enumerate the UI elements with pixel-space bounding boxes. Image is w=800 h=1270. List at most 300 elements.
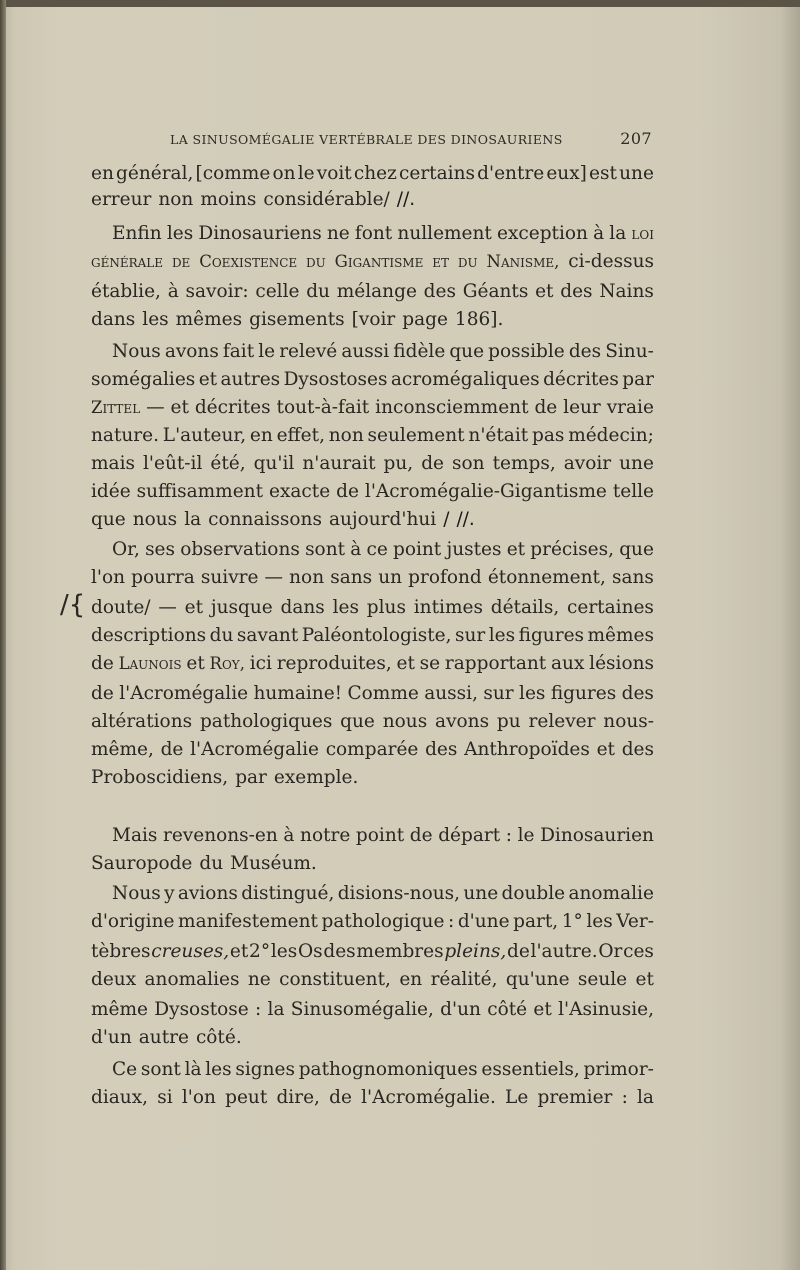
word: à xyxy=(283,825,295,846)
text-line xyxy=(91,966,654,994)
text-line xyxy=(112,536,654,564)
word: certains xyxy=(399,163,475,184)
word: de xyxy=(534,397,558,418)
word: du xyxy=(209,625,234,646)
text-line xyxy=(91,394,654,422)
running-header xyxy=(170,130,652,150)
word: une xyxy=(463,883,499,904)
word: sont xyxy=(305,539,346,560)
word: possible xyxy=(488,341,565,362)
running-title: LA SINUSOMÉGALIE VERTÉBRALE DES DINOSAURIENS xyxy=(170,132,563,147)
word: que xyxy=(449,341,485,362)
text-line xyxy=(91,186,654,214)
word: l'Acromégalie xyxy=(190,739,319,760)
word: sur xyxy=(455,625,486,646)
word: qu'il xyxy=(253,453,295,474)
word: exception xyxy=(497,223,588,244)
word: est xyxy=(589,163,617,184)
word: mais xyxy=(91,453,135,474)
word: anomalie xyxy=(568,883,654,904)
word: pu xyxy=(496,711,521,732)
word: nature. xyxy=(91,425,159,446)
word: — xyxy=(146,397,165,418)
word: Nous xyxy=(112,883,161,904)
word: Or xyxy=(598,941,623,962)
word: suivre xyxy=(200,567,259,588)
word: et xyxy=(535,281,554,302)
word: Zittel xyxy=(91,398,141,417)
word: : xyxy=(448,911,455,932)
word: la xyxy=(267,999,285,1020)
text-line xyxy=(91,306,654,334)
word: général, xyxy=(116,163,194,184)
word: doute/ xyxy=(91,597,151,618)
word: de xyxy=(507,941,530,962)
word: eux] xyxy=(546,163,587,184)
word: avoir xyxy=(563,453,612,474)
word: la xyxy=(609,223,627,244)
word: Dysostoses xyxy=(283,369,388,390)
word: membres xyxy=(356,941,444,962)
word: un xyxy=(378,567,403,588)
word: 1° xyxy=(561,911,583,932)
word: effet, xyxy=(276,425,325,446)
text-line xyxy=(91,680,654,708)
word: générale xyxy=(91,252,164,271)
word: les xyxy=(270,941,298,962)
word: peut xyxy=(225,1087,268,1108)
word: — xyxy=(158,597,177,618)
word: si xyxy=(157,1087,173,1108)
word: mêmes xyxy=(175,309,243,330)
word: dans xyxy=(280,597,325,618)
word: d'un xyxy=(91,1027,132,1048)
word: ces xyxy=(623,941,654,962)
word: précises, xyxy=(530,539,615,560)
word: des xyxy=(621,739,654,760)
word: autre xyxy=(138,1027,189,1048)
word: d'entre xyxy=(477,163,545,184)
word: Muséum. xyxy=(230,853,317,874)
word: Paléontologiste, xyxy=(301,625,452,646)
word: et xyxy=(596,739,615,760)
word: et xyxy=(432,252,450,271)
word: primor- xyxy=(583,1059,654,1080)
word: l'on xyxy=(91,567,126,588)
word: relevé xyxy=(279,341,338,362)
word: par xyxy=(622,369,654,390)
word: Sinu- xyxy=(605,341,654,362)
word: les xyxy=(332,597,359,618)
word: du xyxy=(457,252,478,271)
word: pathognomoniques xyxy=(298,1059,478,1080)
word: idée xyxy=(91,481,131,502)
word: exemple. xyxy=(273,767,359,788)
word: l'Asinusie, xyxy=(558,999,654,1020)
word: y xyxy=(164,883,175,904)
word: l'eût-il xyxy=(143,453,203,474)
word: en xyxy=(249,425,273,446)
word: figures xyxy=(518,625,585,646)
text-line xyxy=(91,908,654,936)
word: de xyxy=(409,825,433,846)
word: Dysostose xyxy=(154,999,249,1020)
word: exacte xyxy=(269,481,331,502)
word: / xyxy=(443,509,450,530)
word: sont xyxy=(140,1059,181,1080)
text-line xyxy=(91,850,654,878)
word: avions xyxy=(177,883,238,904)
word: pourra xyxy=(131,567,195,588)
word: celle xyxy=(255,281,300,302)
word: nullement xyxy=(397,223,492,244)
word: de xyxy=(336,481,359,502)
word: étonnement, xyxy=(487,567,606,588)
word: et xyxy=(635,969,654,990)
text-line xyxy=(91,278,654,306)
text-line xyxy=(91,736,654,764)
word: fait xyxy=(222,341,255,362)
word: avons xyxy=(164,341,219,362)
word: pathologiques xyxy=(199,711,333,732)
word: Os xyxy=(297,941,323,962)
word: Géants xyxy=(462,281,529,302)
word: même, xyxy=(91,739,154,760)
word: profond xyxy=(408,567,482,588)
word: Sauropode xyxy=(91,853,193,874)
word: on xyxy=(272,163,296,184)
text-line xyxy=(91,366,654,394)
word: et xyxy=(186,653,205,674)
text-line xyxy=(112,220,654,248)
word: Ver- xyxy=(616,911,654,932)
word: Ce xyxy=(112,1059,138,1080)
page-number: 207 xyxy=(620,129,652,148)
word: des xyxy=(425,739,458,760)
word: point xyxy=(355,825,405,846)
word: Dinosaurien xyxy=(540,825,654,846)
word: Launois xyxy=(118,654,182,673)
word: Le xyxy=(505,1087,529,1108)
text-line xyxy=(112,880,654,908)
word: descriptions xyxy=(91,625,207,646)
word: //. xyxy=(396,189,416,210)
word: décrites xyxy=(543,369,619,390)
word: dire, xyxy=(276,1087,320,1108)
word: — xyxy=(264,567,284,588)
word: à xyxy=(350,539,362,560)
text-line xyxy=(91,708,654,736)
word: humaine! xyxy=(253,683,343,704)
word: point xyxy=(393,539,442,560)
word: premier xyxy=(537,1087,613,1108)
word: Nous xyxy=(112,341,161,362)
text-line xyxy=(112,338,654,366)
word: non xyxy=(328,425,364,446)
word: les xyxy=(488,625,516,646)
word: Proboscidiens, xyxy=(91,767,229,788)
word: notre xyxy=(300,825,351,846)
text-line xyxy=(91,764,654,792)
word: nous xyxy=(382,711,428,732)
word: de xyxy=(91,653,114,674)
word: le xyxy=(517,825,535,846)
word: [voir xyxy=(351,309,396,330)
word: ci-dessus xyxy=(568,251,654,272)
word: sur xyxy=(483,683,514,704)
word: pleins, xyxy=(444,941,507,962)
text-line xyxy=(91,564,654,592)
word: et xyxy=(229,941,249,962)
word: deux xyxy=(91,969,137,990)
word: font xyxy=(354,223,393,244)
word: médecin; xyxy=(568,425,654,446)
word: ne xyxy=(326,223,350,244)
word: : xyxy=(255,999,262,1020)
word: du xyxy=(306,281,330,302)
word: intimes xyxy=(413,597,483,618)
word: les xyxy=(586,911,613,932)
word: décrites xyxy=(194,397,271,418)
word: savoir: xyxy=(185,281,249,302)
word: aussi, xyxy=(424,683,478,704)
text-line xyxy=(91,594,654,622)
word: mêmes xyxy=(587,625,654,646)
word: pu, xyxy=(383,453,414,474)
word: et xyxy=(184,597,204,618)
text-line xyxy=(112,1056,654,1084)
word: du xyxy=(306,252,326,271)
word: altérations xyxy=(91,711,193,732)
word: des xyxy=(621,683,654,704)
word: en xyxy=(399,969,423,990)
word: nous xyxy=(132,509,178,530)
word: mélange xyxy=(336,281,417,302)
word: essentiels, xyxy=(481,1059,580,1080)
word: certaines xyxy=(567,597,654,618)
word: les xyxy=(205,1059,232,1080)
word: réalité, xyxy=(430,969,498,990)
text-line xyxy=(91,478,654,506)
word: l'Acromégalie. xyxy=(361,1087,496,1108)
word: Gigantisme xyxy=(334,252,424,271)
text-line xyxy=(91,1084,654,1112)
word: la xyxy=(637,1087,654,1108)
word: et xyxy=(506,539,526,560)
word: établie, xyxy=(91,281,161,302)
word: fidèle xyxy=(393,341,446,362)
word: connaissons xyxy=(208,509,322,530)
text-line xyxy=(91,422,654,450)
word: l'autre. xyxy=(530,941,598,962)
word: considérable/ xyxy=(263,189,390,210)
word: et xyxy=(198,369,218,390)
word: sans xyxy=(611,567,654,588)
word: de xyxy=(171,252,191,271)
word: erreur xyxy=(91,189,152,210)
word: observations xyxy=(180,539,300,560)
word: suffisamment xyxy=(136,481,264,502)
word: par xyxy=(235,767,267,788)
text-line xyxy=(91,650,654,678)
word: autres xyxy=(220,369,281,390)
word: somégalies xyxy=(91,369,196,390)
word: qu'une xyxy=(505,969,570,990)
word: tout-à-fait xyxy=(276,397,370,418)
word: des xyxy=(560,281,593,302)
text-line xyxy=(112,822,654,850)
word: comparée xyxy=(325,739,419,760)
word: creuses, xyxy=(151,941,230,962)
word: des xyxy=(423,281,456,302)
word: : xyxy=(505,825,512,846)
word: Comme xyxy=(347,683,419,704)
word: vraie xyxy=(606,397,654,418)
text-line xyxy=(91,450,654,478)
word: des xyxy=(323,941,356,962)
word: loi xyxy=(631,224,654,243)
word: n'aurait xyxy=(302,453,376,474)
word: Dinosauriens xyxy=(198,223,322,244)
word: avons xyxy=(435,711,490,732)
word: chez xyxy=(353,163,397,184)
word: diaux, xyxy=(91,1087,149,1108)
word: 186]. xyxy=(454,309,504,330)
word: leur xyxy=(563,397,601,418)
word: et xyxy=(533,999,552,1020)
word: l'on xyxy=(181,1087,216,1108)
word: une xyxy=(619,453,654,474)
word: détails, xyxy=(490,597,560,618)
text-line xyxy=(91,248,654,276)
word: aussi xyxy=(341,341,390,362)
word: Nanisme, xyxy=(486,252,560,271)
word: d'un xyxy=(440,999,481,1020)
text-line xyxy=(91,938,654,966)
word: rapportant xyxy=(444,653,547,674)
text-line xyxy=(91,996,654,1024)
word: 2° xyxy=(249,941,271,962)
word: ici xyxy=(249,653,272,674)
word: aux xyxy=(551,653,585,674)
word: inconsciemment xyxy=(375,397,529,418)
word: son xyxy=(452,453,485,474)
word: sans xyxy=(330,567,373,588)
word: Coexistence xyxy=(199,252,298,271)
word: jusque xyxy=(210,597,273,618)
word: et xyxy=(396,653,415,674)
word: le xyxy=(258,341,276,362)
word: //. xyxy=(456,509,475,530)
word: page xyxy=(402,309,448,330)
word: nous- xyxy=(603,711,654,732)
word: de xyxy=(160,739,184,760)
word: gisements xyxy=(249,309,345,330)
word: la xyxy=(184,509,202,530)
word: figures xyxy=(550,683,617,704)
word: d'une xyxy=(457,911,510,932)
word: ses xyxy=(145,539,175,560)
text-line xyxy=(91,622,654,650)
word: été, xyxy=(210,453,246,474)
word: des xyxy=(568,341,602,362)
word: là xyxy=(184,1059,202,1080)
word: seule xyxy=(577,969,628,990)
word: l'Acromégalie xyxy=(119,683,249,704)
text-line xyxy=(91,1024,654,1052)
word: de xyxy=(91,683,114,704)
word: Roy, xyxy=(209,654,245,673)
word: ne xyxy=(247,969,271,990)
word: une xyxy=(619,163,654,184)
word: départ xyxy=(438,825,501,846)
word: le xyxy=(297,163,315,184)
word: part, xyxy=(513,911,559,932)
word: savant xyxy=(236,625,299,646)
word: voit xyxy=(316,163,352,184)
word: Enfin xyxy=(112,223,162,244)
word: reproduites, xyxy=(276,653,392,674)
word: que xyxy=(340,711,375,732)
word: en xyxy=(91,163,114,184)
word: plus xyxy=(366,597,406,618)
word: distingué, xyxy=(241,883,335,904)
word: dans xyxy=(91,309,136,330)
word: [comme xyxy=(195,163,271,184)
word: non xyxy=(158,189,194,210)
word: : xyxy=(621,1087,628,1108)
word: Sinusomégalie, xyxy=(290,999,434,1020)
text-line xyxy=(91,160,654,188)
text-line xyxy=(91,506,654,534)
word: revenons-en xyxy=(163,825,278,846)
word: se xyxy=(419,653,441,674)
word: d'origine xyxy=(91,911,175,932)
word: Nains xyxy=(599,281,654,302)
word: anomalies xyxy=(144,969,240,990)
word: pathologique xyxy=(321,911,445,932)
word: les xyxy=(142,309,169,330)
word: et xyxy=(170,397,189,418)
word: que xyxy=(91,509,126,530)
handwritten-margin-note: /{ xyxy=(60,590,86,620)
word: à xyxy=(593,223,605,244)
word: côté xyxy=(487,999,528,1020)
page-top-edge xyxy=(0,0,800,7)
word: temps, xyxy=(492,453,556,474)
word: double xyxy=(501,883,566,904)
word: de xyxy=(421,453,444,474)
word: aujourd'hui xyxy=(328,509,437,530)
word: Or, xyxy=(112,539,140,560)
word: côté. xyxy=(195,1027,242,1048)
word: justes xyxy=(446,539,502,560)
word: ce xyxy=(366,539,388,560)
word: seulement xyxy=(367,425,465,446)
word: les xyxy=(166,223,194,244)
word: acromégaliques xyxy=(390,369,540,390)
word: tèbres xyxy=(91,941,151,962)
word: L'auteur, xyxy=(162,425,247,446)
word: manifestement xyxy=(178,911,318,932)
word: Mais xyxy=(112,825,158,846)
word: non xyxy=(289,567,325,588)
word: à xyxy=(167,281,179,302)
word: pas xyxy=(532,425,565,446)
word: telle xyxy=(612,481,654,502)
word: même xyxy=(91,999,148,1020)
word: signes xyxy=(235,1059,295,1080)
